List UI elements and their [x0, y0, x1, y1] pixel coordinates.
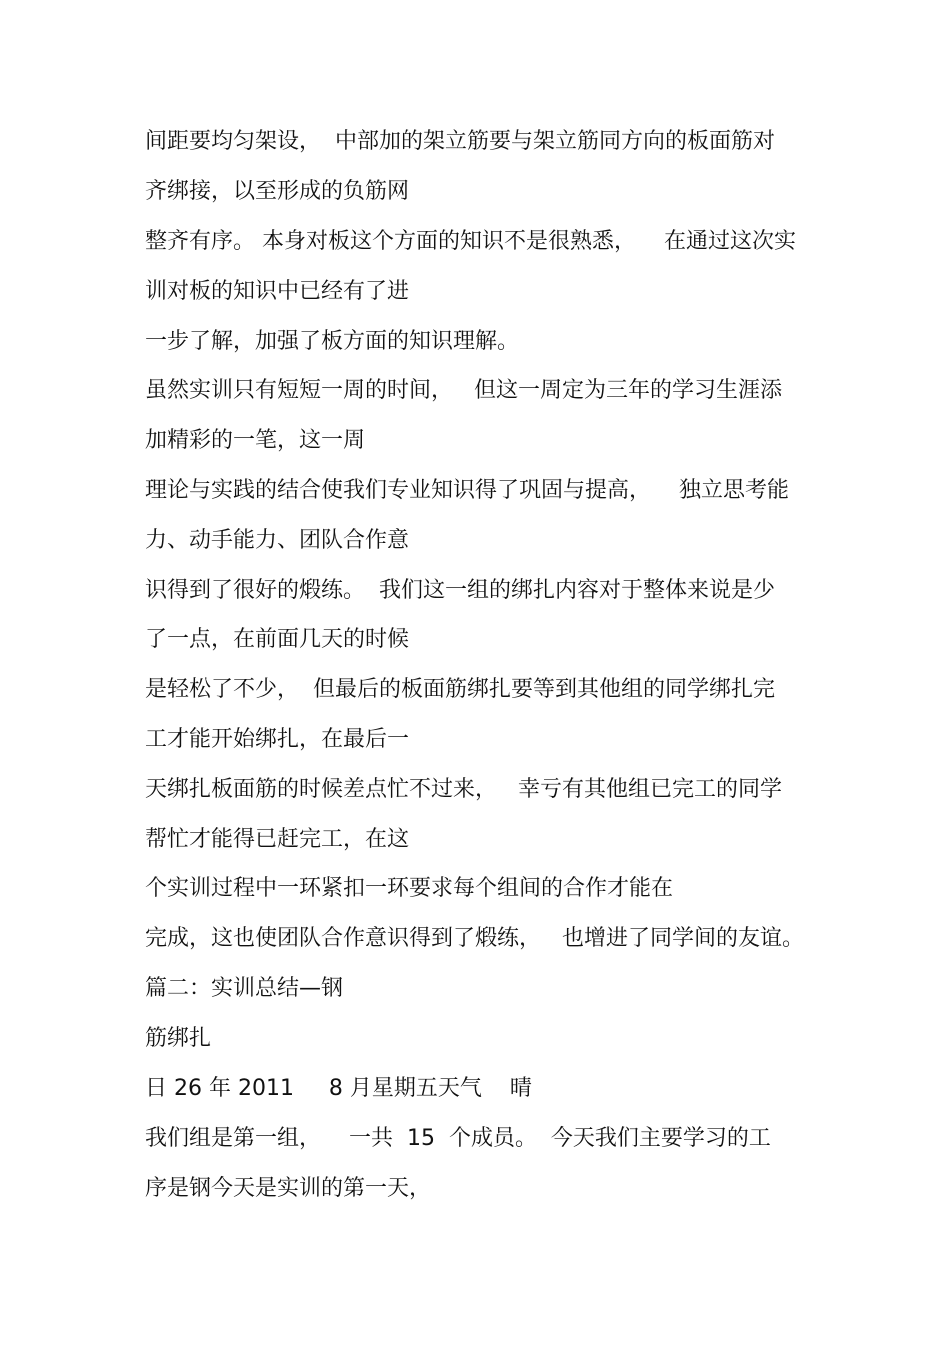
- text-line: 是轻松了不少， 但最后的板面筋绑扎要等到其他组的同学绑扎完: [145, 677, 775, 702]
- text-line: 加精彩的一笔，这一周: [145, 428, 366, 453]
- section-heading-continuation: 筋绑扎: [145, 1026, 212, 1051]
- text-line: 一步了解，加强了板方面的知识理解。: [145, 329, 520, 354]
- text-line: 个实训过程中一环紧扣一环要求每个组间的合作才能在: [145, 876, 674, 901]
- text-line: 序是钢今天是实训的第一天，: [145, 1176, 432, 1201]
- text-line: 完成，这也使团队合作意识得到了煅练， 也增进了同学间的友谊。: [145, 926, 804, 951]
- text-line: 我们组是第一组， 一共 15 个成员。 今天我们主要学习的工: [145, 1126, 771, 1151]
- text-line: 训对板的知识中已经有了进: [145, 279, 410, 304]
- text-line: 识得到了很好的煅练。 我们这一组的绑扎内容对于整体来说是少: [145, 578, 775, 603]
- text-line: 间距要均匀架设， 中部加的架立筋要与架立筋同方向的板面筋对: [145, 129, 775, 154]
- text-line: 齐绑接，以至形成的负筋网: [145, 179, 410, 204]
- text-line: 工才能开始绑扎，在最后一: [145, 727, 410, 752]
- text-line: 帮忙才能得已赶完工，在这: [145, 827, 410, 852]
- text-line: 了一点，在前面几天的时候: [145, 627, 410, 652]
- text-line: 整齐有序。 本身对板这个方面的知识不是很熟悉， 在通过这次实: [145, 229, 796, 254]
- date-weather-line: 日 26 年 2011 8 月星期五天气 晴: [145, 1076, 532, 1101]
- section-heading: 篇二：实训总结—钢: [145, 976, 344, 1001]
- text-line: 力、动手能力、团队合作意: [145, 528, 410, 553]
- text-line: 虽然实训只有短短一周的时间， 但这一周定为三年的学习生涯添: [145, 378, 782, 403]
- text-line: 天绑扎板面筋的时候差点忙不过来， 幸亏有其他组已完工的同学: [145, 777, 782, 802]
- text-line: 理论与实践的结合使我们专业知识得了巩固与提高， 独立思考能: [145, 478, 789, 503]
